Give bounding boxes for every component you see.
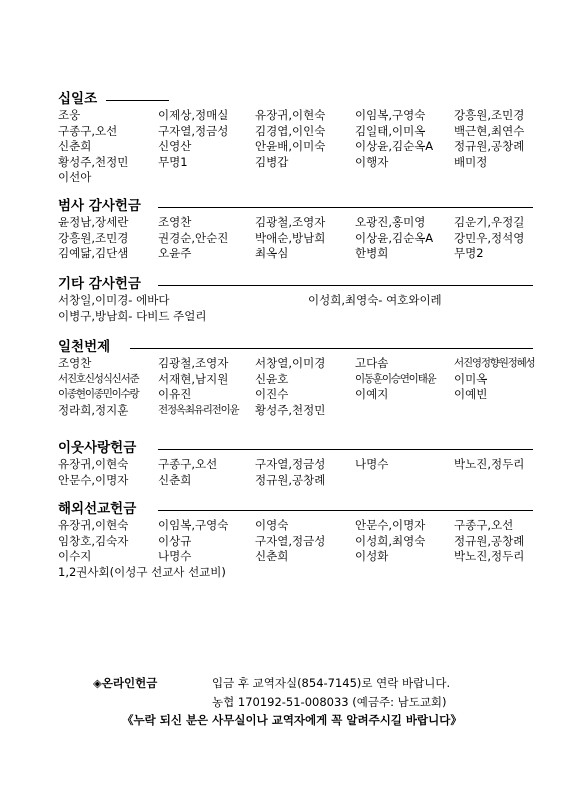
name-entry: 이상윤,김순옥A [355, 139, 434, 153]
name-entry: 안윤배,이미숙 [255, 139, 326, 153]
name-entry: 김운기,우정길 [454, 215, 525, 229]
name-entry: 김일태,이미옥 [355, 123, 426, 138]
name-row [58, 170, 533, 186]
name-entry: 배미정 [454, 154, 488, 169]
name-entry: 이동훈이승연이태윤 [355, 372, 436, 385]
name-entry: 이제상,정매실 [158, 108, 229, 122]
name-entry: 박노진,정두리 [454, 549, 525, 563]
name-entry: 구종구,오선 [158, 457, 218, 471]
name-row [58, 403, 533, 419]
name-entry: 김예닮,김단샘 [58, 246, 129, 260]
section-header [58, 276, 533, 293]
name-entry: 이진수 [255, 387, 289, 401]
name-entry: 이유진 [158, 387, 192, 401]
section-tithe [58, 91, 533, 186]
name-entry: 서진호신성식신서준 [58, 372, 139, 385]
name-entry: 신춘희 [158, 472, 192, 487]
section-thousand-offerings [58, 339, 533, 418]
dedication-row [58, 293, 533, 309]
name-entry: 나명수 [158, 549, 192, 563]
name-entry: 황성주,천정민 [255, 402, 326, 417]
section-neighbor-love [58, 440, 533, 488]
name-entry: 서재현,남지원 [158, 371, 229, 386]
dedication-entry: 이병구,방남희- 다비드 주얼리 [58, 308, 207, 323]
section-rule [158, 207, 533, 208]
name-entry: 유장귀,이현숙 [58, 518, 129, 532]
name-grid [58, 457, 533, 488]
name-entry: 이임복,구영숙 [355, 108, 426, 122]
section-overseas-mission [58, 501, 533, 580]
name-entry: 구종구,오선 [454, 518, 514, 532]
section-title: 이웃사랑헌금 [58, 440, 137, 456]
name-entry: 박노진,정두리 [454, 457, 525, 471]
name-entry: 김광철,조영자 [255, 215, 326, 229]
name-row [58, 473, 533, 489]
name-grid [58, 108, 533, 186]
section-header [58, 501, 533, 518]
name-entry: 무명1 [158, 154, 188, 169]
name-entry: 오윤주 [158, 246, 192, 260]
name-entry: 신영산 [158, 139, 192, 153]
name-entry: 이성화 [355, 549, 389, 563]
name-entry: 안문수,이명자 [58, 472, 129, 487]
name-row [58, 372, 533, 388]
bank-account: 농협 170192-51-008033 (예금주: 남도교회) [212, 695, 447, 709]
name-entry: 고다솜 [355, 356, 389, 370]
section-rule [106, 100, 169, 101]
name-entry: 박애순,방남희 [255, 230, 326, 245]
mission-note: 1,2권사회(이성구 선교사 선교비) [58, 564, 226, 579]
name-entry: 무명2 [454, 246, 484, 260]
name-entry: 황성주,천정민 [58, 154, 129, 169]
section-header [58, 198, 533, 215]
online-offering-label: ◈온라인헌금 [93, 676, 158, 690]
name-row [58, 387, 533, 403]
name-entry: 김병갑 [255, 154, 289, 169]
name-row [58, 108, 533, 124]
name-entry: 이수지 [58, 549, 92, 563]
name-entry: 조영찬 [158, 215, 192, 229]
name-entry: 구자열,정금성 [255, 457, 326, 471]
name-entry: 백근현,최연수 [454, 123, 525, 138]
name-entry: 이영숙 [255, 518, 289, 532]
name-row [58, 518, 533, 534]
dedication-row [58, 309, 533, 325]
name-entry: 임창호,김숙자 [58, 533, 129, 548]
name-row [58, 124, 533, 140]
name-entry: 서진영정향원정혜성 [454, 357, 535, 369]
name-grid [58, 215, 533, 262]
name-entry: 이상윤,김순옥A [355, 230, 434, 245]
contact-instruction: 입금 후 교역자실(854-7145)로 연락 바랍니다. [212, 676, 451, 690]
name-entry: 이상규 [158, 533, 192, 548]
name-entry: 강흥원,조민경 [454, 108, 525, 122]
name-entry: 신춘희 [255, 549, 289, 563]
name-entry: 이예지 [355, 387, 389, 401]
name-row [58, 549, 533, 565]
name-entry: 구자열,정금성 [158, 123, 229, 138]
section-header [58, 91, 533, 108]
name-row [58, 356, 533, 372]
name-entry: 윤정남,장세란 [58, 215, 129, 229]
section-rule [130, 348, 533, 349]
name-entry: 구자열,정금성 [255, 533, 326, 548]
section-other-thanks [58, 276, 533, 324]
name-entry: 오광진,홍미영 [355, 215, 426, 229]
name-entry: 정규원,공창례 [255, 472, 326, 487]
name-entry: 이미옥 [454, 371, 488, 386]
name-entry: 안문수,이명자 [355, 518, 426, 532]
name-entry: 이예빈 [454, 387, 488, 401]
name-entry: 신춘희 [58, 139, 92, 153]
section-title: 십일조 [58, 91, 98, 107]
dedication-entry: 서창일,이미경- 에바다 [58, 293, 170, 307]
name-entry: 이종현이종민이수랑 [58, 388, 139, 400]
name-entry: 구종구,오선 [58, 123, 118, 138]
dedication-entry: 이성희,최영숙- 여호와이레 [308, 293, 442, 307]
name-entry: 이선아 [58, 170, 92, 184]
name-entry: 나명수 [355, 457, 389, 471]
name-row [58, 231, 533, 247]
name-entry: 이행자 [355, 154, 389, 169]
name-entry: 조웅 [58, 108, 81, 122]
name-row [58, 457, 533, 473]
name-entry: 김경엽,이인숙 [255, 123, 326, 138]
name-entry: 전정옥최유리전이윤 [158, 403, 239, 416]
name-entry: 이임복,구영숙 [158, 518, 229, 532]
section-title: 일천번제 [58, 339, 111, 355]
section-header [58, 440, 533, 457]
name-entry: 신윤호 [255, 371, 289, 386]
name-entry: 한병희 [355, 246, 389, 260]
section-rule [158, 510, 533, 511]
section-rule [158, 449, 533, 450]
section-title: 기타 감사헌금 [58, 276, 141, 292]
name-row [58, 246, 533, 262]
name-grid [58, 356, 533, 418]
name-row [58, 139, 533, 155]
omission-notice: 《누락 되신 분은 사무실이나 교역자에게 꼭 알려주시길 바랍니다》 [122, 713, 462, 727]
name-entry: 서창열,이미경 [255, 356, 326, 370]
name-entry: 이성희,최영숙 [355, 533, 426, 548]
section-header [58, 339, 533, 356]
mission-note-row [58, 565, 533, 581]
name-entry: 최옥심 [255, 246, 289, 260]
section-title: 해외선교헌금 [58, 501, 137, 517]
name-entry: 유장귀,이현숙 [58, 457, 129, 471]
name-entry: 정규원,공창례 [454, 139, 525, 153]
name-row [58, 215, 533, 231]
name-entry: 조영찬 [58, 356, 92, 370]
section-thanksgiving [58, 198, 533, 262]
section-title: 범사 감사헌금 [58, 198, 141, 214]
name-entry: 정규원,공창례 [454, 533, 525, 548]
name-row [58, 155, 533, 171]
name-entry: 강흥원,조민경 [58, 230, 129, 245]
name-row [58, 534, 533, 550]
name-entry: 유장귀,이현숙 [255, 108, 326, 122]
name-entry: 강민우,정석영 [454, 230, 525, 245]
section-rule [158, 285, 533, 286]
dedication-lines [58, 293, 533, 324]
name-entry: 김광철,조영자 [158, 356, 229, 370]
name-entry: 권경순,안순진 [158, 230, 229, 245]
name-entry: 정라희,정지훈 [58, 402, 129, 417]
name-grid [58, 518, 533, 565]
